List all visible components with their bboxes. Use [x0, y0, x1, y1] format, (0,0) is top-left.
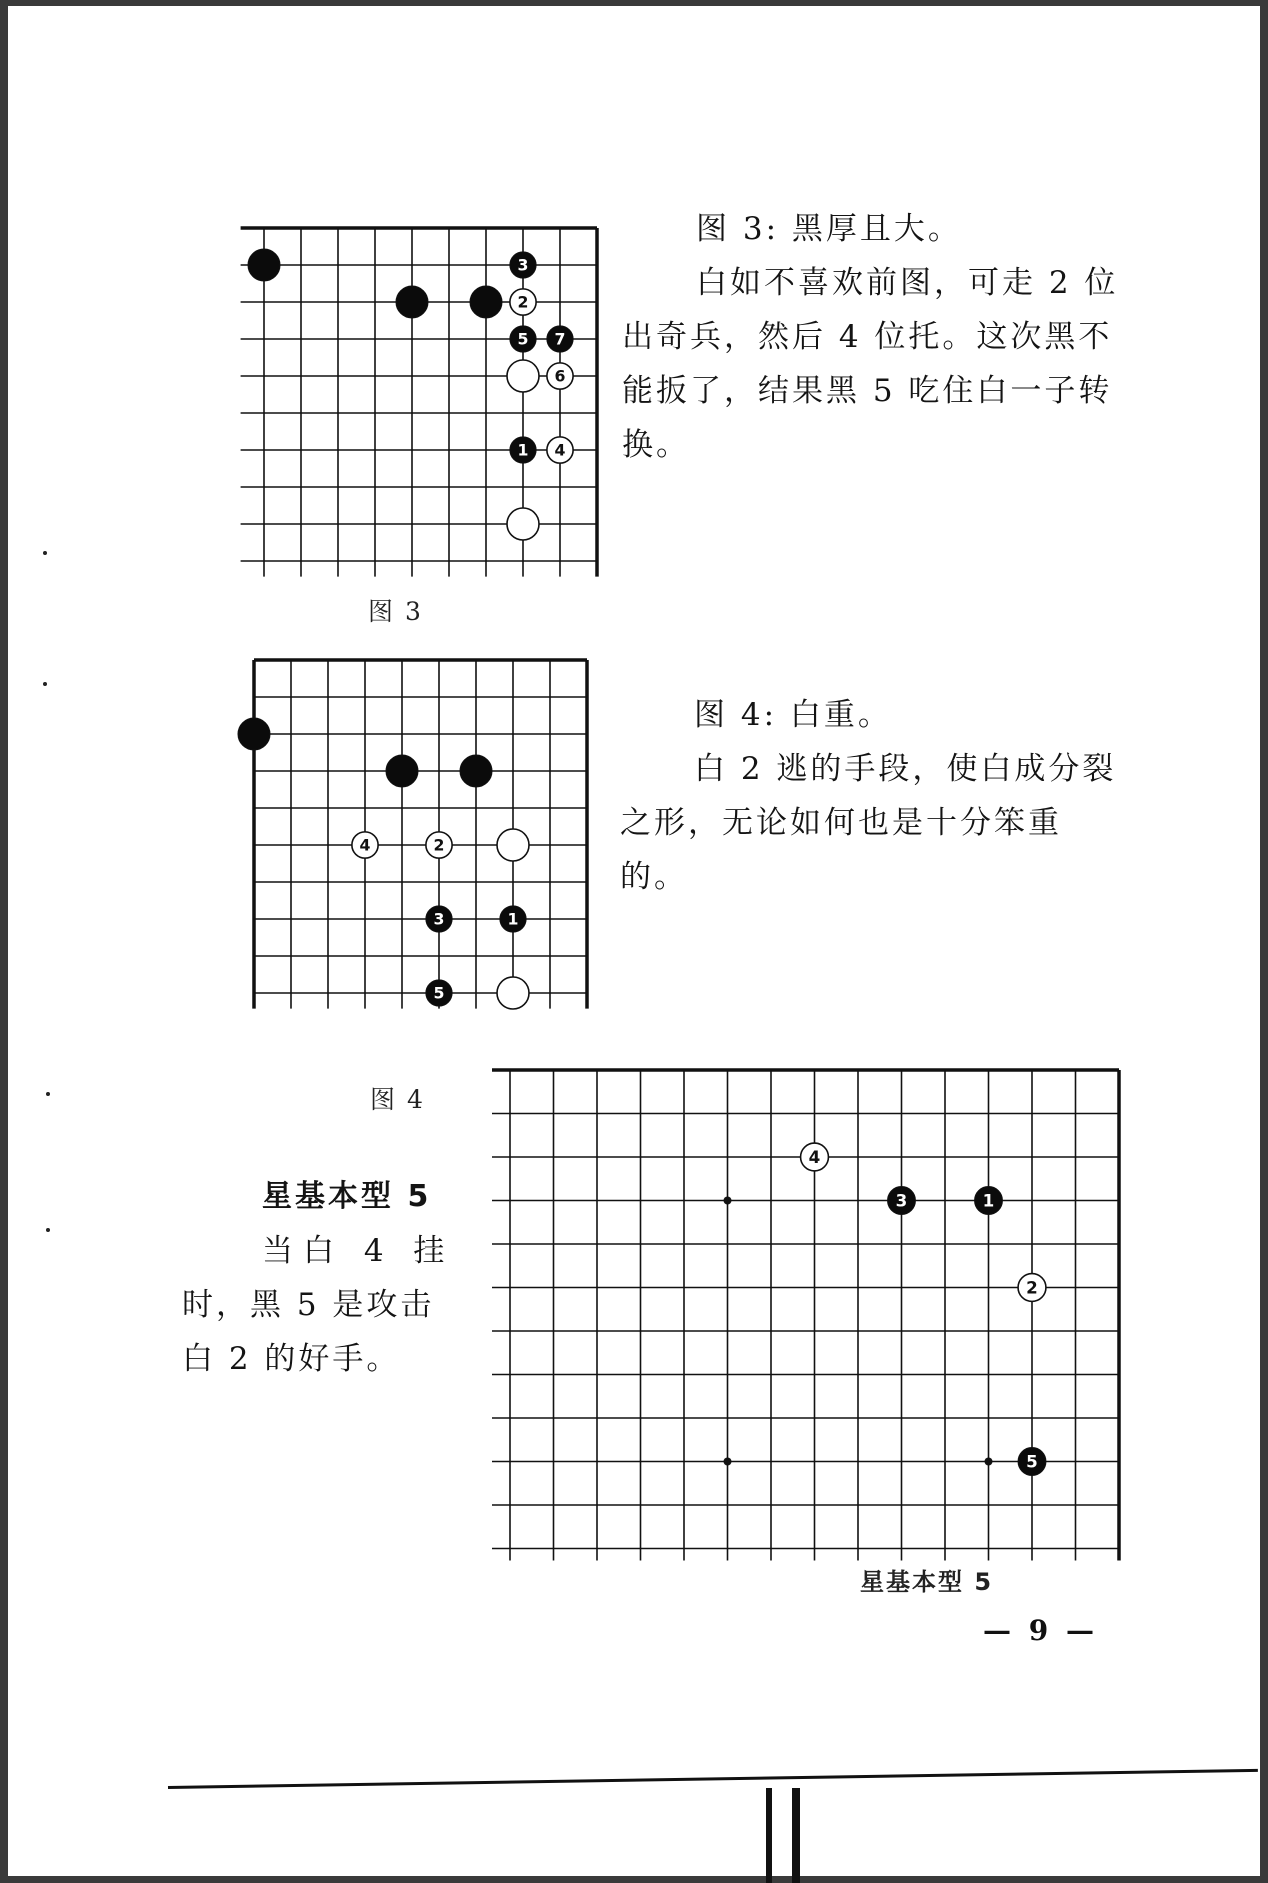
white-stone-4 — [801, 1143, 829, 1171]
figure-3-paragraph-line: 出奇兵，然后 4 位托。这次黑不 — [622, 319, 1113, 355]
figure-4-paragraph-line: 的。 — [620, 859, 688, 895]
star-basic-5-paragraph-line: 白 2 的好手。 — [182, 1341, 401, 1377]
svg-text:3: 3 — [433, 909, 445, 929]
black-stone-1 — [975, 1187, 1003, 1215]
figure-4-paragraph-line: 之形，无论如何也是十分笨重 — [620, 805, 1062, 841]
figure-4-title: 图 4: 白重。 — [694, 697, 892, 733]
figure-3-paragraph-line: 换。 — [622, 427, 690, 463]
figure-3-caption: 图 3 — [368, 597, 423, 626]
black-stone — [470, 286, 502, 318]
scan-speck — [46, 1228, 50, 1232]
figure-4-caption: 图 4 — [370, 1085, 425, 1114]
svg-text:2: 2 — [433, 835, 445, 855]
figure-3-title: 图 3: 黑厚且大。 — [696, 211, 962, 247]
svg-text:4: 4 — [359, 835, 371, 855]
svg-text:1: 1 — [982, 1190, 995, 1211]
white-stone-2 — [510, 289, 536, 315]
figure-3-paragraph-line: 白如不喜欢前图，可走 2 位 — [696, 265, 1119, 301]
figure-3-paragraph-line: 能扳了，结果黑 5 吃住白一子转 — [622, 373, 1113, 409]
black-stone-3 — [888, 1187, 916, 1215]
white-stone — [507, 360, 539, 392]
white-stone-2 — [426, 832, 452, 858]
black-stone-5 — [1018, 1448, 1046, 1476]
scan-binding-spine — [792, 1788, 800, 1883]
black-stone-5 — [426, 980, 452, 1006]
scan-speck — [46, 1092, 50, 1096]
white-stone-4 — [547, 437, 573, 463]
white-stone — [497, 977, 529, 1009]
svg-text:3: 3 — [517, 255, 529, 275]
white-stone-2 — [1018, 1274, 1046, 1302]
svg-text:5: 5 — [517, 329, 529, 349]
star-basic-5-paragraph-line: 当白 4 挂 — [262, 1233, 455, 1269]
black-stone-3 — [426, 906, 452, 932]
black-stone — [238, 718, 270, 750]
black-stone — [248, 249, 280, 281]
black-stone-1 — [510, 437, 536, 463]
black-stone-7 — [547, 326, 573, 352]
figure-3-text — [622, 202, 1162, 472]
svg-text:2: 2 — [1026, 1277, 1038, 1298]
white-stone — [507, 508, 539, 540]
svg-text:1: 1 — [507, 909, 519, 929]
svg-text:5: 5 — [1026, 1451, 1038, 1472]
white-stone — [497, 829, 529, 861]
black-stone-3 — [510, 252, 536, 278]
scan-speck — [43, 682, 47, 686]
svg-text:7: 7 — [554, 329, 566, 349]
scan-binding-spine — [766, 1788, 772, 1883]
star-basic-5-text — [182, 1170, 462, 1386]
black-stone — [386, 755, 418, 787]
figure-4-paragraph-line: 白 2 逃的手段，使白成分裂 — [694, 751, 1117, 787]
scan-binding-edge-line — [168, 1769, 1258, 1789]
page-number: — 9 — — [983, 1614, 1098, 1647]
svg-text:2: 2 — [517, 292, 529, 312]
figure-4-text — [620, 688, 1160, 904]
black-stone — [460, 755, 492, 787]
go-board-star-basic-5 — [490, 1050, 1139, 1569]
svg-text:6: 6 — [554, 366, 566, 386]
black-stone-5 — [510, 326, 536, 352]
black-stone-1 — [500, 906, 526, 932]
svg-text:3: 3 — [895, 1190, 908, 1211]
star-basic-5-caption: 星基本型 5 — [860, 1568, 994, 1596]
scan-speck — [43, 551, 47, 555]
svg-text:5: 5 — [433, 983, 445, 1003]
go-board-figure-3 — [238, 202, 623, 587]
book-page — [8, 6, 1260, 1876]
go-board-figure-4 — [228, 634, 613, 1019]
svg-text:1: 1 — [517, 440, 529, 460]
white-stone-4 — [352, 832, 378, 858]
svg-text:4: 4 — [554, 440, 566, 460]
black-stone — [396, 286, 428, 318]
star-basic-5-paragraph-line: 时，黑 5 是攻击 — [182, 1287, 435, 1323]
svg-text:4: 4 — [808, 1146, 821, 1167]
white-stone-6 — [547, 363, 573, 389]
star-basic-5-heading: 星基本型 5 — [262, 1179, 432, 1214]
